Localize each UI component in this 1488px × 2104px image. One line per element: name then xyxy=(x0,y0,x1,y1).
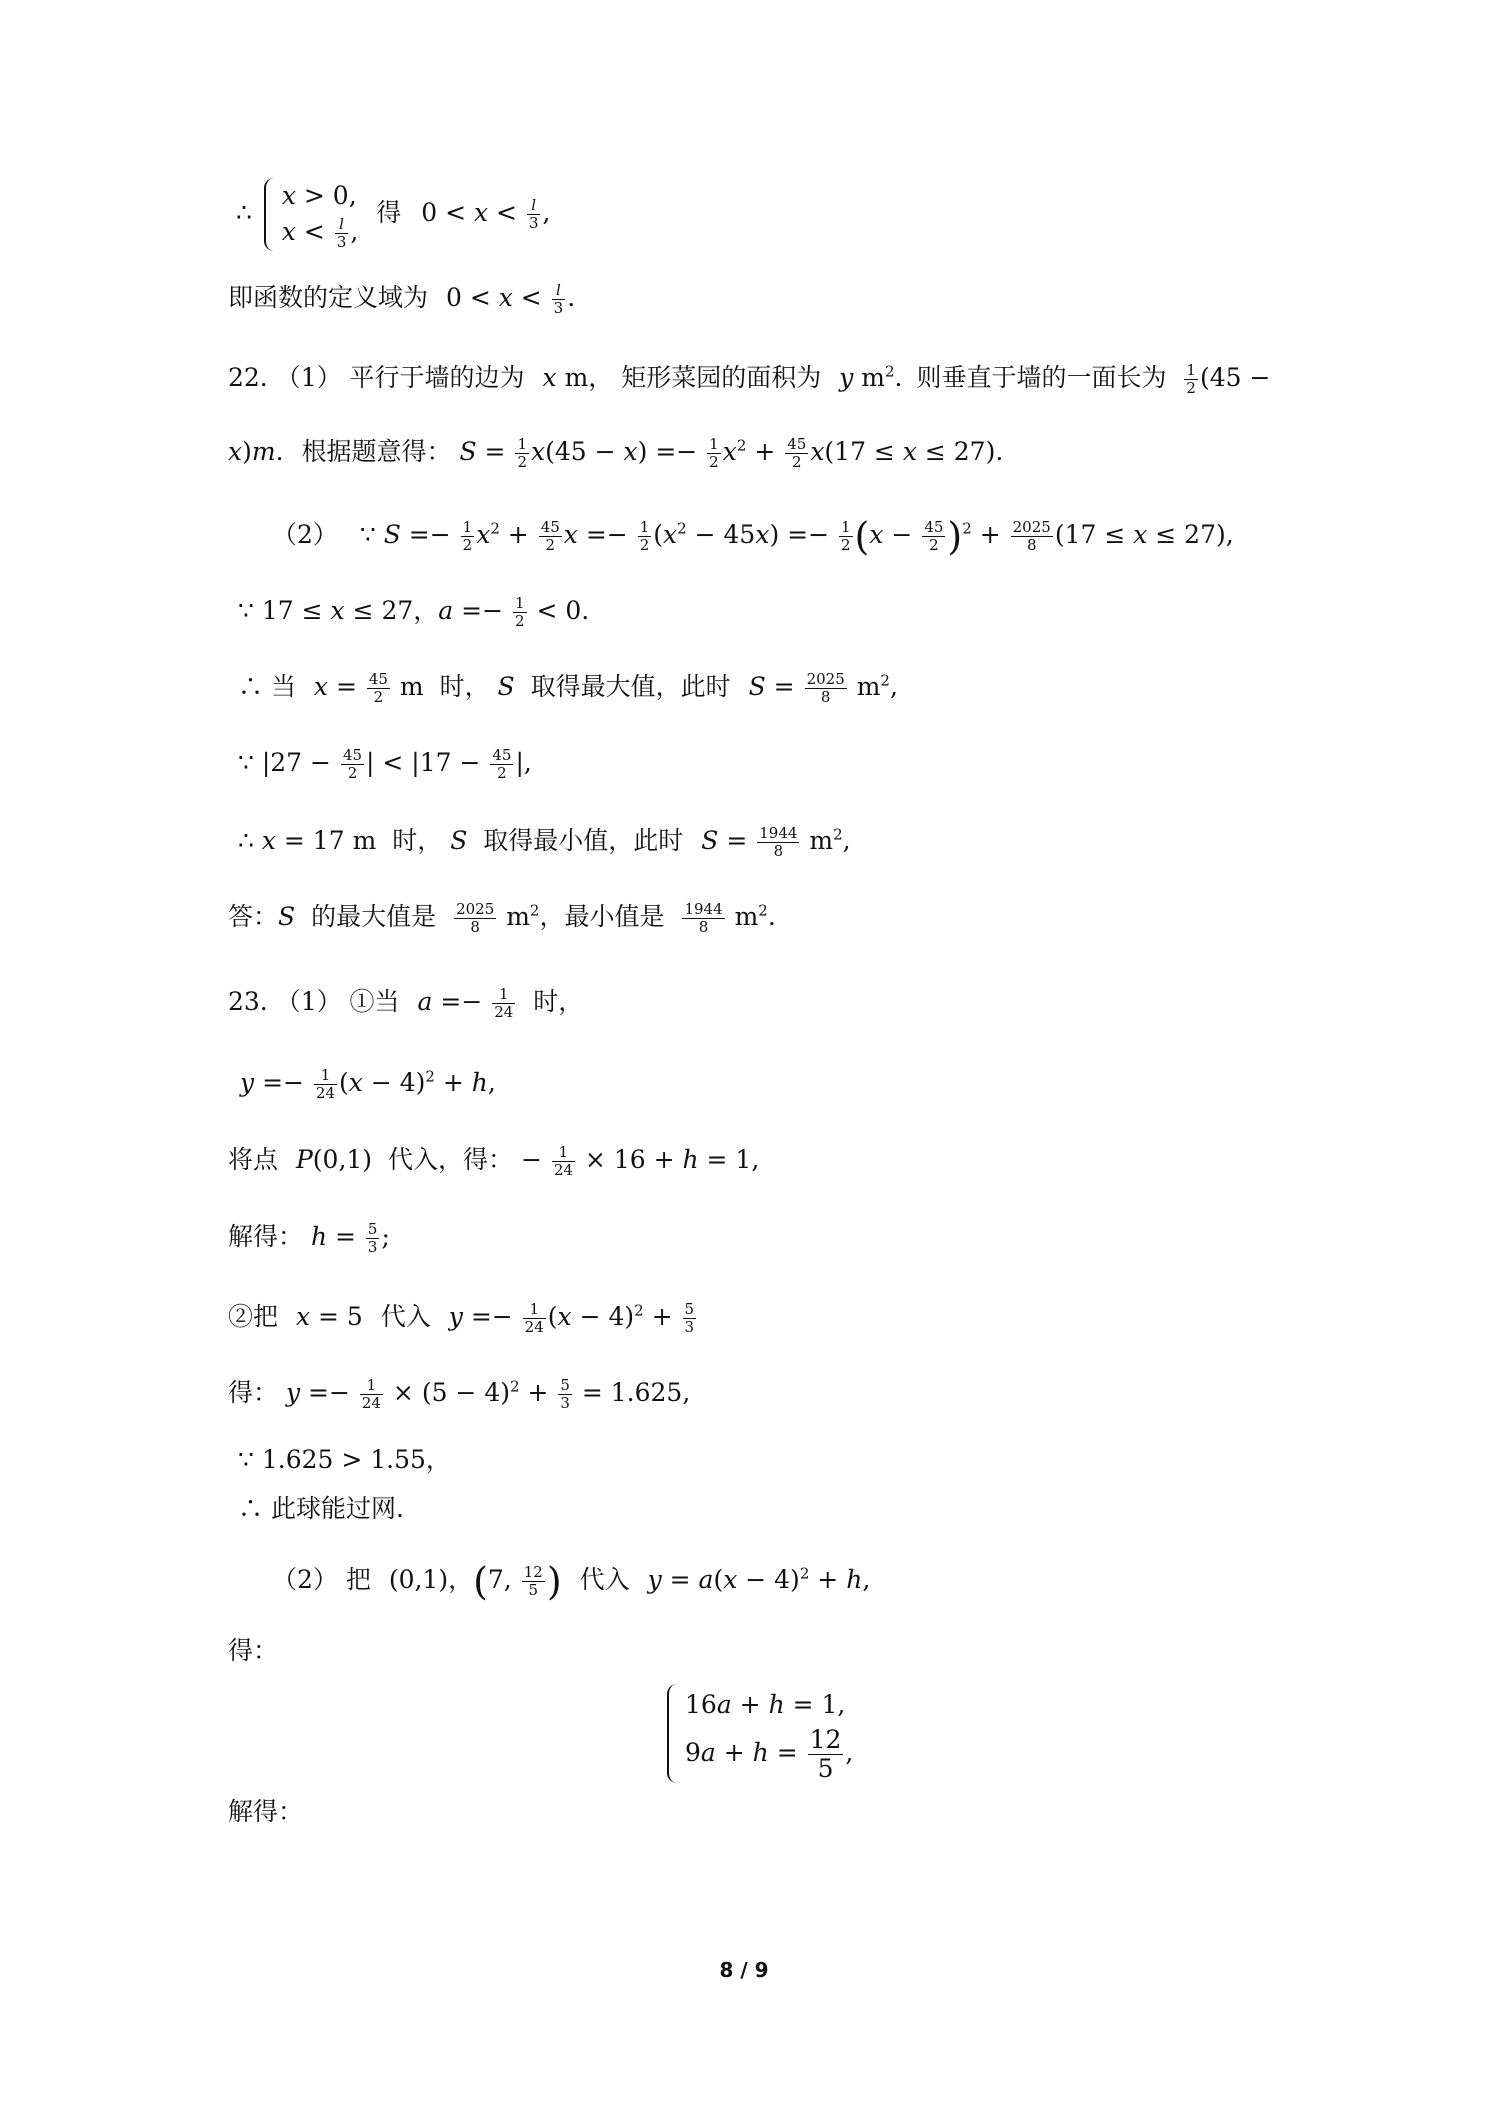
solution-line-1: ∴ x > 0, x < $\frac{l}{3}$ , 得 0 < x < $\frac{l}{3}$ , xyxy=(236,178,550,251)
problem-22-part-2-line-5: ∴ x = 17 m 时， S 取得最小值，此时 S = $\frac{1944}{8}$ $m^2$, xyxy=(238,824,851,860)
problem-22-answer: 答：S 的最大值是 $\frac{2025}{8}$ $m^2$，最小值是 $\frac{1944}{8}$ $m^2$. xyxy=(228,900,776,936)
problem-23-part-2-line-3: 解得： xyxy=(228,1797,304,1826)
problem-23-part-1-line-6: 得： y =− $\frac{1}{24}$ × $(5 - 4)^2$ + $\frac{5}{3}$ = 1.625, xyxy=(228,1376,691,1412)
problem-23-part-1-line-1: 23. （1） ①当 a =− $\frac{1}{24}$ 时， xyxy=(228,985,584,1021)
problem-23-part-1-line-8: ∴ 此球能过网. xyxy=(238,1494,404,1523)
solution-line-2: 即函数的定义域为 0 < x < $\frac{l}{3}$ . xyxy=(228,281,576,317)
problem-22-part-1-line-1: 22. （1） 平行于墙的边为 x m， 矩形菜园的面积为 y $m^2$. 则垂直于墙的一面长为 $\frac{1}{2}$ (45 − xyxy=(228,361,1271,397)
problem-23-part-1-line-2: y =− $\frac{1}{24}$ $(x - 4)^2 + h$, xyxy=(240,1066,496,1102)
problem-23-part-1-line-3: 将点 P(0,1) 代入，得： − $\frac{1}{24}$ × 16 + h = 1, xyxy=(228,1143,760,1179)
inequality-system: x > 0, x < $\frac{l}{3}$ , xyxy=(264,178,358,251)
equation-system: 16a + h = 1, 9a + h = $\frac{12}{5}$ , xyxy=(667,1684,853,1783)
problem-22-part-2-line-4: ∵ |27 − $\frac{45}{2}$ | < |17 − $\frac{45}{2}$ |, xyxy=(238,746,532,782)
problem-22-part-2-line-3: ∴ 当 x = $\frac{45}{2}$ m 时， S 取得最大值，此时 S = $\frac{2025}{8}$ $m^2$, xyxy=(238,670,898,706)
problem-22-part-1-line-2: x)m. 根据题意得： S = $\frac{1}{2}$ x(45 − x) =− $\frac{1}{2}$ $x^2$ + $\frac{45}{2}$ x(17 ≤ x ≤ 27). xyxy=(228,435,1004,471)
problem-22-part-2-line-2: ∵ 17 ≤ x ≤ 27，a =− $\frac{1}{2}$ < 0. xyxy=(238,594,590,630)
problem-23-part-1-line-4: 解得： h = $\frac{5}{3}$ ; xyxy=(228,1220,390,1256)
problem-23-part-2-line-1: （2） 把 (0,1)，(7, $\frac{12}{5}$ ) 代入 $y = a(x - 4)^2 + h$, xyxy=(272,1559,871,1604)
problem-23-part-1-line-7: ∵ 1.625 > 1.55， xyxy=(238,1445,451,1474)
page-number: 8 / 9 xyxy=(719,1958,769,1982)
problem-22-part-2-line-1: （2） ∵ S =− $\frac{1}{2}$ $x^2$ + $\frac{45}{2}$ x =− $\frac{1}{2}$ $(x^2 - 45x)$ =− $\frac{1}{2}$ (x − $\frac{45}{2}$ )$^2$ + $\frac{2025}{8}$ (17 ≤ x ≤ 27), xyxy=(272,514,1234,559)
problem-23-part-2-line-2: 得： xyxy=(228,1636,279,1665)
problem-23-part-1-line-5: ②把 x = 5 代入 y =− $\frac{1}{24}$ $(x - 4)^2$ + $\frac{5}{3}$ xyxy=(228,1300,695,1336)
